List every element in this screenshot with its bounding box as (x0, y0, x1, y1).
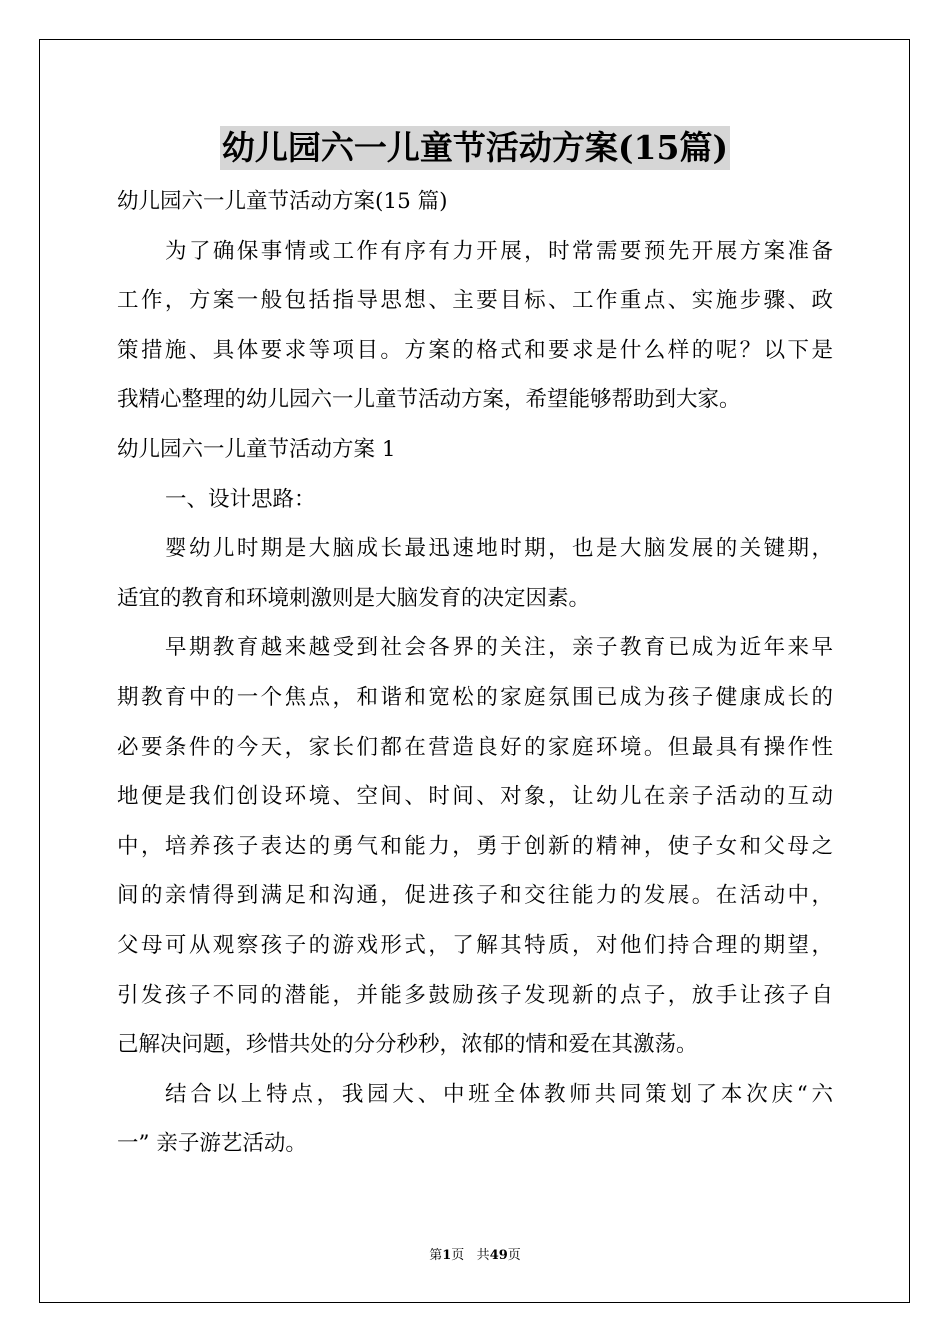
text-line: 结合以上特点，我园大、中班全体教师共同策划了本次庆“六 (165, 1081, 833, 1107)
text-line: 中，培养孩子表达的勇气和能力，勇于创新的精神，使子女和父母之 (117, 833, 833, 859)
text-line: 为了确保事情或工作有序有力开展，时常需要预先开展方案准备 (165, 238, 833, 264)
text-line: 己解决问题，珍惜共处的分分秒秒，浓郁的情和爱在其激荡。 (117, 1032, 698, 1058)
document-subtitle: 幼儿园六一儿童节活动方案(15 篇) (117, 189, 448, 214)
text-line: 一” 亲子游艺活动。 (117, 1131, 307, 1157)
page-footer (0, 1247, 950, 1265)
total-suffix: 页 (507, 1248, 521, 1263)
document-title: 幼儿园六一儿童节活动方案(15篇) (220, 126, 730, 170)
text-line: 父母可从观察孩子的游戏形式，了解其特质，对他们持合理的期望， (117, 932, 833, 958)
text-line: 引发孩子不同的潜能，并能多鼓励孩子发现新的点子，放手让孩子自 (117, 982, 833, 1008)
text-line: 适宜的教育和环境刺激则是大脑发育的决定因素。 (117, 585, 591, 611)
total-prefix: 共 (476, 1248, 490, 1263)
text-line: 工作，方案一般包括指导思想、主要目标、工作重点、实施步骤、政 (117, 288, 833, 314)
text-line: 期教育中的一个焦点，和谐和宽松的家庭氛围已成为孩子健康成长的 (117, 684, 833, 710)
document-body (117, 177, 833, 1169)
text-line: 一、设计思路： (165, 486, 316, 512)
text-line: 策措施、具体要求等项目。方案的格式和要求是什么样的呢？以下是 (117, 337, 833, 363)
text-line: 幼儿园六一儿童节活动方案 1 (117, 436, 396, 462)
text-line: 早期教育越来越受到社会各界的关注，亲子教育已成为近年来早 (165, 635, 833, 661)
text-line: 婴幼儿时期是大脑成长最迅速地时期，也是大脑发展的关键期， (165, 536, 833, 562)
text-line: 地便是我们创设环境、空间、时间、对象，让幼儿在亲子活动的互动 (117, 784, 833, 810)
total-pages: 49 (489, 1248, 508, 1263)
text-line: 我精心整理的幼儿园六一儿童节活动方案，希望能够帮助到大家。 (117, 387, 741, 413)
text-line: 必要条件的今天，家长们都在营造良好的家庭环境。但最具有操作性 (117, 734, 833, 760)
page-suffix: 页 (451, 1248, 465, 1263)
text-line: 间的亲情得到满足和沟通，促进孩子和交往能力的发展。在活动中， (117, 883, 833, 909)
title-container (0, 126, 950, 170)
page-prefix: 第 (429, 1248, 443, 1263)
paragraph-lines (117, 227, 833, 1169)
page-number: 1 (442, 1248, 452, 1263)
